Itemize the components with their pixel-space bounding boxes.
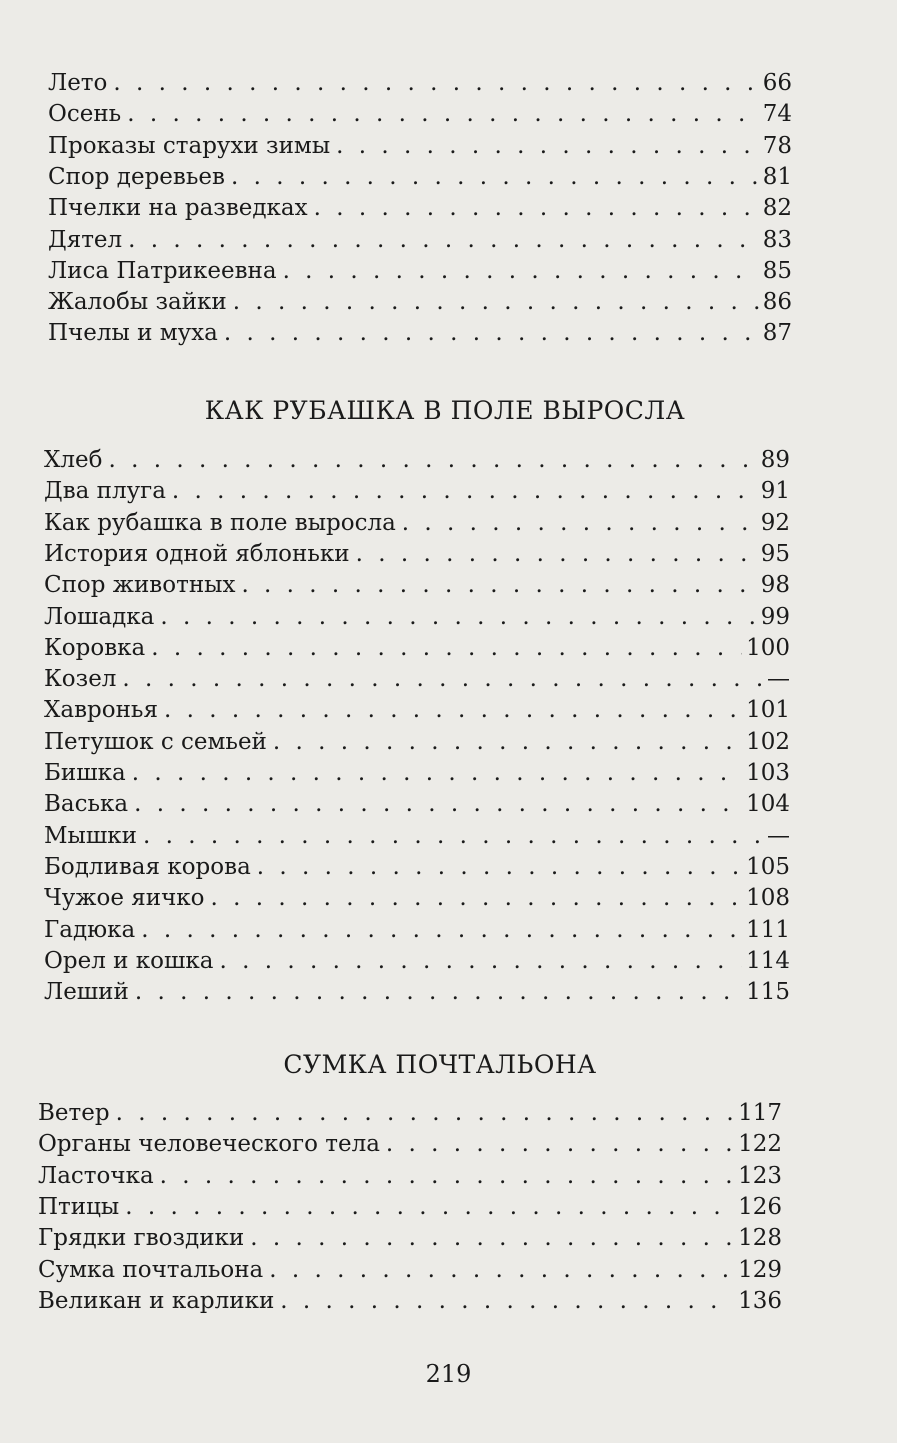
toc-entry bbox=[48, 287, 792, 318]
toc-entry-page: 81 bbox=[762, 163, 792, 190]
toc-entry-title: Бодливая корова bbox=[44, 853, 251, 880]
toc-entry-title: Ласточка bbox=[38, 1162, 154, 1189]
toc-entry-page: 82 bbox=[762, 195, 792, 222]
dot-leader bbox=[386, 1129, 734, 1160]
toc-entry-title: Чужое яичко bbox=[44, 885, 205, 912]
dot-leader bbox=[224, 318, 759, 349]
dot-leader bbox=[336, 131, 759, 162]
dot-leader bbox=[269, 1255, 734, 1286]
toc-entry bbox=[48, 318, 792, 349]
toc-entry-page: 99 bbox=[760, 603, 790, 630]
toc-entry-page: 95 bbox=[760, 540, 790, 567]
toc-entry-page: 128 bbox=[738, 1225, 782, 1252]
toc-entry-page: 102 bbox=[746, 728, 790, 755]
toc-entry bbox=[48, 256, 792, 287]
dot-leader bbox=[125, 1192, 734, 1223]
toc-entry-title: Хлеб bbox=[44, 447, 103, 473]
toc-entry-title: Пчелы и муха bbox=[48, 320, 218, 347]
section-heading: СУМКА ПОЧТАЛЬОНА bbox=[283, 1050, 597, 1079]
toc-entry bbox=[44, 758, 790, 789]
dot-leader bbox=[108, 445, 756, 476]
toc-entry-title: Коровка bbox=[44, 634, 146, 661]
toc-entry bbox=[44, 821, 790, 852]
toc-entry-page: 114 bbox=[746, 947, 790, 974]
toc-entry bbox=[38, 1129, 782, 1160]
toc-entry-title: Козел bbox=[44, 666, 117, 693]
toc-entry-page: 85 bbox=[762, 257, 792, 284]
dot-leader bbox=[122, 664, 763, 695]
toc-entry-title: История одной яблоньки bbox=[44, 540, 350, 567]
toc-entry bbox=[44, 508, 790, 539]
toc-entry bbox=[38, 1286, 782, 1317]
toc-entry bbox=[44, 852, 790, 883]
toc-entry bbox=[44, 570, 790, 601]
dot-leader bbox=[141, 915, 742, 946]
toc-entry-page: — bbox=[767, 822, 790, 849]
toc-entry-title: Спор животных bbox=[44, 572, 236, 599]
toc-entry bbox=[44, 883, 790, 914]
dot-leader bbox=[211, 883, 743, 914]
toc-entry bbox=[38, 1161, 782, 1192]
toc-entry bbox=[44, 664, 790, 695]
toc-entry-title: Проказы старухи зимы bbox=[48, 132, 331, 159]
toc-entry-title: Сумка почтальона bbox=[38, 1256, 264, 1283]
toc-entry-page: 78 bbox=[762, 132, 792, 159]
toc-entry-page: 87 bbox=[762, 320, 792, 347]
toc-entry-page: 66 bbox=[762, 70, 792, 96]
page-number: 219 bbox=[425, 1360, 472, 1388]
section-heading: КАК РУБАШКА В ПОЛЕ ВЫРОСЛА bbox=[204, 396, 686, 425]
toc-entry-title: Грядки гвоздики bbox=[38, 1225, 245, 1252]
dot-leader bbox=[143, 821, 763, 852]
toc-entry-title: Лошадка bbox=[44, 603, 155, 630]
toc-entry bbox=[44, 977, 790, 1008]
toc-entry-page: 86 bbox=[762, 289, 792, 316]
toc-entry-title: Орел и кошка bbox=[44, 947, 214, 974]
dot-leader bbox=[273, 727, 742, 758]
toc-entry-title: Ветер bbox=[38, 1100, 110, 1126]
toc-entry bbox=[44, 789, 790, 820]
toc-entry bbox=[44, 539, 790, 570]
toc-entry-title: Как рубашка в поле выросла bbox=[44, 509, 396, 536]
toc-entry-page: 98 bbox=[760, 572, 790, 599]
toc-entry bbox=[48, 193, 792, 224]
toc-entry bbox=[38, 1192, 782, 1223]
toc-entry bbox=[44, 915, 790, 946]
toc-entry-title: Дятел bbox=[48, 226, 123, 253]
toc-entry-title: Леший bbox=[44, 979, 129, 1006]
toc-entry-page: 108 bbox=[746, 885, 790, 912]
toc-entry-title: Петушок с семьей bbox=[44, 728, 267, 755]
dot-leader bbox=[160, 1161, 734, 1192]
toc-entry-title: Осень bbox=[48, 101, 122, 128]
toc-entry-title: Пчелки на разведках bbox=[48, 195, 308, 222]
dot-leader bbox=[160, 602, 756, 633]
dot-leader bbox=[172, 476, 757, 507]
dot-leader bbox=[151, 633, 742, 664]
toc-entry-page: 129 bbox=[738, 1256, 782, 1283]
dot-leader bbox=[231, 162, 759, 193]
toc-entry-page: 100 bbox=[746, 634, 790, 661]
toc-entry bbox=[48, 225, 792, 256]
toc-entry-page: 91 bbox=[760, 478, 790, 505]
toc-entry-title: Гадюка bbox=[44, 916, 136, 943]
toc-entry-page: 123 bbox=[738, 1162, 782, 1189]
toc-entry bbox=[48, 99, 792, 130]
dot-leader bbox=[257, 852, 742, 883]
toc-entry-page: 89 bbox=[760, 447, 790, 473]
dot-leader bbox=[219, 946, 742, 977]
toc-entry bbox=[44, 695, 790, 726]
toc-entry bbox=[38, 1098, 782, 1129]
dot-leader bbox=[128, 225, 759, 256]
toc-entry-page: 111 bbox=[746, 916, 790, 943]
dot-leader bbox=[134, 789, 742, 820]
toc-entry bbox=[44, 727, 790, 758]
toc-entry bbox=[44, 445, 790, 476]
dot-leader bbox=[127, 99, 759, 130]
dot-leader bbox=[135, 977, 742, 1008]
toc-entry bbox=[48, 162, 792, 193]
dot-leader bbox=[280, 1286, 734, 1317]
toc-entry bbox=[48, 68, 792, 99]
toc-entry bbox=[38, 1255, 782, 1286]
toc-entry-title: Жалобы зайки bbox=[48, 289, 227, 316]
toc-entry-title: Мышки bbox=[44, 822, 137, 849]
dot-leader bbox=[250, 1223, 734, 1254]
dot-leader bbox=[132, 758, 742, 789]
toc-entry-page: 105 bbox=[746, 853, 790, 880]
toc-entry-page: 126 bbox=[738, 1193, 782, 1220]
toc-entry-title: Лиса Патрикеевна bbox=[48, 257, 277, 284]
toc-entry-title: Органы человеческого тела bbox=[38, 1131, 380, 1158]
dot-leader bbox=[164, 695, 742, 726]
dot-leader bbox=[113, 68, 758, 99]
toc-entry bbox=[38, 1223, 782, 1254]
toc-entry bbox=[48, 131, 792, 162]
toc-entry-title: Спор деревьев bbox=[48, 163, 225, 190]
toc-entry bbox=[44, 476, 790, 507]
toc-entry-title: Лето bbox=[48, 70, 108, 96]
toc-entry-page: 101 bbox=[746, 697, 790, 724]
toc-entry-title: Бишка bbox=[44, 760, 126, 786]
dot-leader bbox=[233, 287, 759, 318]
toc-entry-title: Два плуга bbox=[44, 478, 166, 505]
toc-entry-title: Васька bbox=[44, 791, 129, 818]
toc-entry-page: 74 bbox=[762, 101, 792, 128]
toc-entry-page: 103 bbox=[746, 760, 790, 786]
toc-entry-page: — bbox=[767, 666, 790, 693]
toc-entry-page: 117 bbox=[738, 1100, 782, 1126]
toc-entry-title: Великан и карлики bbox=[38, 1287, 275, 1314]
dot-leader bbox=[356, 539, 757, 570]
toc-entry-page: 122 bbox=[738, 1131, 782, 1158]
dot-leader bbox=[402, 508, 757, 539]
toc-entry bbox=[44, 602, 790, 633]
toc-entry-title: Птицы bbox=[38, 1193, 120, 1220]
toc-entry bbox=[44, 633, 790, 664]
dot-leader bbox=[116, 1098, 735, 1129]
toc-entry-page: 83 bbox=[762, 226, 792, 253]
toc-entry bbox=[44, 946, 790, 977]
toc-entry-page: 115 bbox=[746, 979, 790, 1006]
dot-leader bbox=[314, 193, 759, 224]
toc-entry-page: 92 bbox=[760, 509, 790, 536]
toc-entry-page: 104 bbox=[746, 791, 790, 818]
dot-leader bbox=[241, 570, 756, 601]
dot-leader bbox=[283, 256, 759, 287]
toc-entry-title: Хавронья bbox=[44, 697, 158, 724]
toc-entry-page: 136 bbox=[738, 1287, 782, 1314]
